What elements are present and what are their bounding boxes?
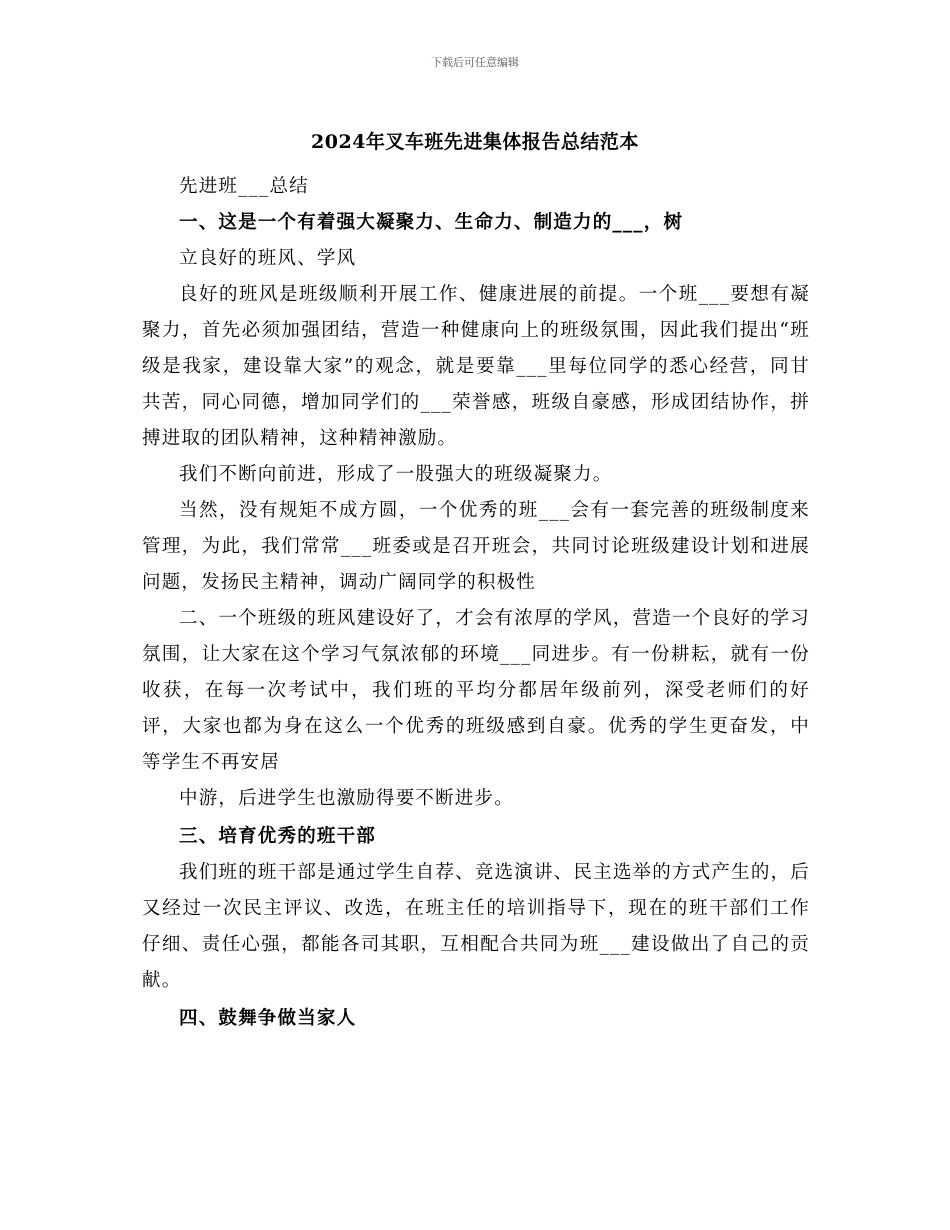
section-heading: 一、这是一个有着强大凝聚力、生命力、制造力的___，树 — [179, 212, 684, 233]
paragraph: 当然，没有规矩不成方圆，一个优秀的班___会有一套完善的班级制度来管理，为此，我们常常___班委或是召开班会，共同讨论班级建设计划和进展问题，发扬民主精神，调动广阔同学的积极性 — [142, 500, 810, 593]
paragraph: 先进班___总结 — [179, 176, 309, 197]
paragraph: 良好的班风是班级顺利开展工作、健康进展的前提。一个班___要想有凝聚力，首先必须加强团结，营造一种健康向上的班级氛围，因此我们提出“班级是我家，建设靠大家”的观念，就是要靠___里每位同学的悉心经营，同甘共苦，同心同德，增加同学们的___荣誉感，班级自豪感，形成团结协作，拼搏进取的团队精神，这种精神激励。 — [142, 284, 810, 449]
paragraph: 我们不断向前进，形成了一股强大的班级凝聚力。 — [179, 464, 613, 485]
paragraph: 我们班的班干部是通过学生自荐、竞选演讲、民主选举的方式产生的，后又经过一次民主评议、改选，在班主任的培训指导下，现在的班干部们工作仔细、责任心强，都能各司其职，互相配合共同为班___建设做出了自己的贡献。 — [142, 862, 810, 991]
header-note: 下载后可任意编辑 — [431, 56, 519, 69]
document-title: 2024年叉车班先进集体报告总结范本 — [311, 131, 639, 153]
section-heading: 四、鼓舞争做当家人 — [179, 1008, 357, 1029]
paragraph: 中游，后进学生也激励得要不断进步。 — [179, 788, 514, 809]
paragraph: 立良好的班风、学风 — [179, 248, 357, 269]
paragraph: 二、一个班级的班风建设好了，才会有浓厚的学风，营造一个良好的学习氛围，让大家在这个学习气氛浓郁的环境___同进步。有一份耕耘，就有一份收获，在每一次考试中，我们班的平均分都居年级前列，深受老师们的好评，大家也都为身在这么一个优秀的班级感到自豪。优秀的学生更奋发，中等学生不再安居 — [142, 608, 810, 773]
section-heading: 三、培育优秀的班干部 — [179, 826, 377, 847]
document-body — [142, 169, 810, 1037]
